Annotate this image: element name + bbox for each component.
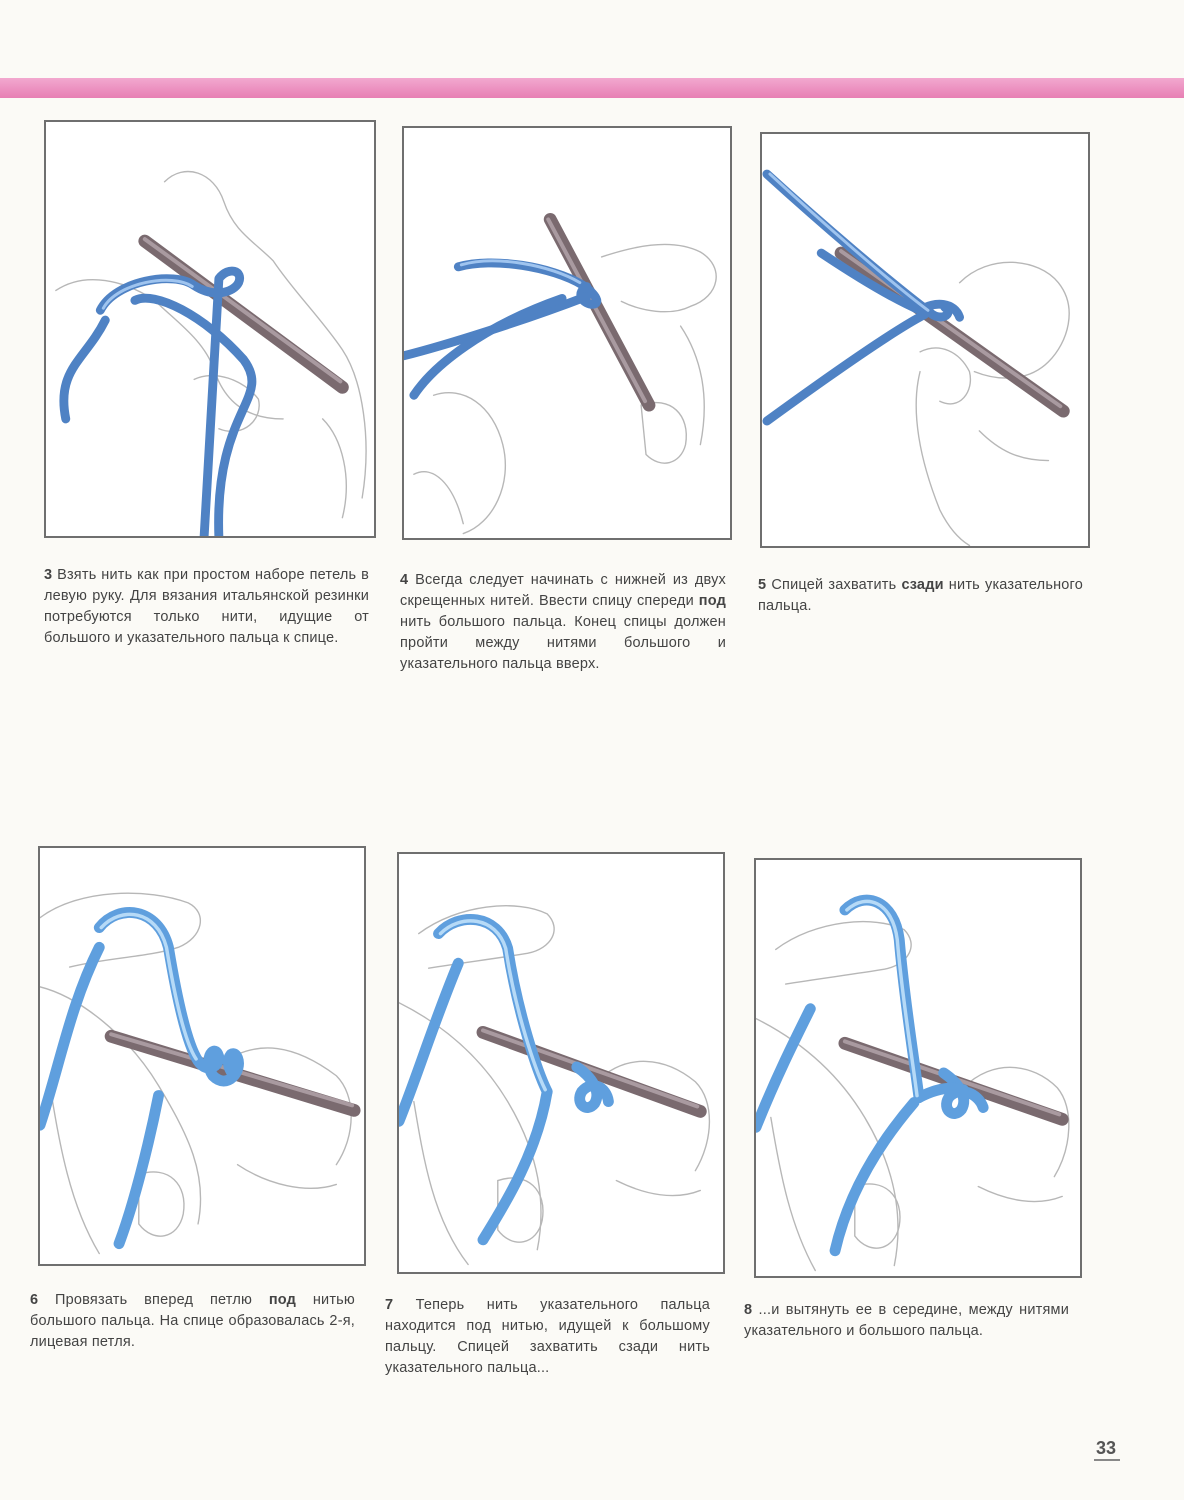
step-7-illustration <box>397 852 725 1274</box>
step-6-caption <box>30 1290 355 1353</box>
step-emphasis: сзади <box>901 577 944 593</box>
step-text: ...и вытянуть ее в середине, между нитями указательного и большого пальца. <box>744 1302 1069 1339</box>
step-3-caption <box>44 565 369 649</box>
step-text: Всегда следует начинать с нижней из двух скрещенных нитей. Ввести спицу спереди <box>400 572 726 609</box>
step-text: Провязать вперед петлю <box>55 1292 269 1308</box>
step-5-illustration <box>760 132 1090 548</box>
step-number: 4 <box>400 572 409 588</box>
step-number: 5 <box>758 577 767 593</box>
step-number: 7 <box>385 1297 394 1313</box>
step-emphasis: под <box>268 1292 297 1308</box>
step-7-caption <box>385 1295 710 1379</box>
step-emphasis: под <box>698 593 726 609</box>
step-text: Взять нить как при простом наборе петель в левую руку. Для вязания итальянской резинки потребуются только нити, идущие от большого и указательного пальца к спице. <box>44 567 369 646</box>
step-text: Теперь нить указательного пальца находится под нитью, идущей к большому пальцу. Спицей захватить сзади нить указательного пальца... <box>385 1297 710 1376</box>
page-number: 33 <box>1094 1438 1120 1461</box>
step-text: Спицей захватить <box>771 577 902 593</box>
step-5-caption <box>758 575 1083 617</box>
step-number: 8 <box>744 1302 753 1318</box>
step-text-continued: нитью большого пальца. На спице образовалась 2-я, лицевая петля. <box>30 1292 355 1350</box>
step-6-illustration <box>38 846 366 1266</box>
step-4-caption <box>400 570 726 675</box>
step-8-illustration <box>754 858 1082 1278</box>
step-8-caption <box>744 1300 1069 1342</box>
step-text-continued: нить указательного пальца. <box>758 577 1083 614</box>
step-number: 3 <box>44 567 53 583</box>
step-4-illustration <box>402 126 732 540</box>
step-text-continued: нить большого пальца. Конец спицы должен пройти между нитями большого и указательного пальца вверх. <box>400 614 726 672</box>
pink-header-bar <box>0 78 1184 98</box>
step-3-illustration <box>44 120 376 538</box>
step-number: 6 <box>30 1292 39 1308</box>
